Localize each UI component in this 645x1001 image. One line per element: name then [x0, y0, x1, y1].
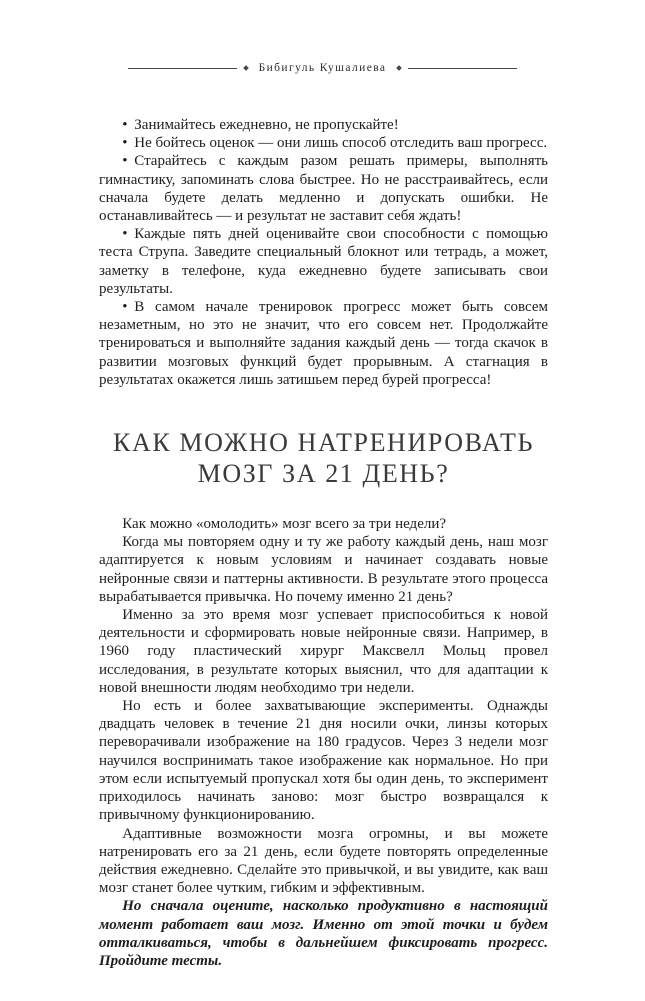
paragraph: Именно за это время мозг успевает приспособиться к новой деятельности и сформировать новые нейронные связи. Например, в 1960 году пластический хирург Максвелл Мольц провел исследования, в результате которых выяснил, что для адаптации к новой внешности людям необходимо три недели. — [99, 607, 548, 696]
chapter-title — [99, 427, 548, 489]
header-rule-left — [128, 68, 237, 69]
bullet-icon: • — [122, 135, 128, 152]
list-item-text: Старайтесь с каждым разом решать примеры, выполнять гимнастику, запоминать слова быстрее. Но не расстраивайтесь, если сначала будете делать медленно и допускать ошибки. Не останавливайтесь — и результат не заставит себя ждать! — [99, 153, 548, 225]
author-name: Бибигуль Кушалиева — [258, 62, 387, 74]
diamond-ornament-right-icon — [397, 65, 403, 71]
paragraph: Как можно «омолодить» мозг всего за три недели? — [122, 516, 447, 533]
list-item — [99, 152, 548, 225]
list-item — [99, 298, 548, 389]
bullet-icon: • — [122, 299, 128, 316]
diamond-ornament-left-icon — [243, 65, 249, 71]
list-item-text: Занимайтесь ежедневно, не пропускайте! — [134, 117, 399, 133]
paragraph: Когда мы повторяем одну и ту же работу каждый день, наш мозг адаптируется к новым условиям и начинает создавать новые нейронные связи и паттерны активности. В результате этого процесса вырабатывается привычка. Но почему именно 21 день? — [99, 534, 548, 605]
chapter-title-line-2: МОЗГ ЗА 21 ДЕНЬ? — [197, 459, 450, 489]
list-item-text: Не бойтесь оценок — они лишь способ отследить ваш прогресс. — [134, 135, 548, 152]
bullet-icon: • — [122, 153, 128, 170]
list-item — [99, 225, 548, 298]
bullet-icon: • — [122, 117, 128, 133]
paragraph: Адаптивные возможности мозга огромны, и вы можете натренировать его за 21 день, если будете повторять определенные действия ежедневно. Сделайте это привычкой, и вы увидите, как ваш мозг станет более чутким, гибким и эффективным. — [99, 825, 548, 897]
chapter-title-line-1: КАК МОЖНО НАТРЕНИРОВАТЬ — [113, 428, 534, 458]
bullet-list — [99, 116, 548, 389]
list-item — [99, 116, 548, 134]
page-header — [128, 62, 517, 74]
list-item — [99, 134, 548, 152]
closing-paragraph: Но сначала оцените, насколько продуктивно в настоящий момент работает ваш мозг. Именно от этой точки и будем отталкиваться, чтобы в дальнейшем фиксировать прогресс. Пройдите тесты. — [99, 898, 548, 969]
header-rule-right — [408, 68, 517, 69]
bullet-icon: • — [122, 226, 128, 243]
list-item-text: Каждые пять дней оценивайте свои способности с помощью теста Струпа. Заведите специальный блокнот или тетрадь, а может, заметку в телефоне, куда ежедневно будете записывать свои результаты. — [99, 226, 548, 297]
text-column — [0, 116, 645, 970]
list-item-text: В самом начале тренировок прогресс может быть совсем незаметным, но это не значит, что его совсем нет. Продолжайте тренироваться и выполняйте задания каждый день — тогда скачок в развитии мозговых функций будет прорывным. А стагнация в результатах окажется лишь затишьем перед бурей прогресса! — [99, 299, 548, 388]
paragraph: Но есть и более захватывающие эксперименты. Однажды двадцать человек в течение 21 дня носили очки, линзы которых переворачивали изображение на 180 градусов. Через 3 недели мозг научился воспринимать такое изображение как нормальное. Но при этом если испытуемый пропускал хотя бы один день, то эксперимент приходилось начинать заново: мозг быстро возвращался к привычному функционированию. — [99, 698, 548, 824]
